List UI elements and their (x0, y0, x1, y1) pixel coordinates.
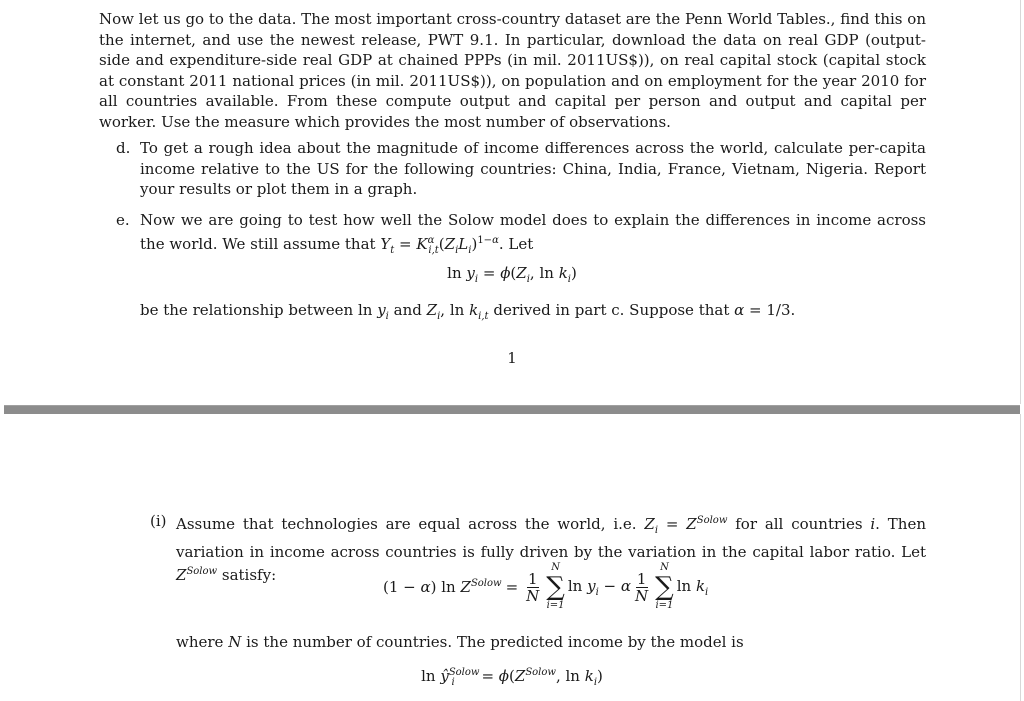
sum-symbol-2: N ∑ i=1 (655, 562, 674, 611)
fraction-1-over-n: $\frac{1}{N}$ (526, 569, 540, 605)
where-text: where N is the number of countries. The predicted income by the model is (176, 633, 744, 651)
solow-sup-5: Solow (525, 667, 556, 678)
document-page-2 (0, 414, 1024, 701)
item-d-text: To get a rough idea about the magnitude of income differences across the world, calculate per-capita income relative to the US for the following countries: China, India, France, Vietnam, Nigeria. Report your results or plot them in a graph. (140, 139, 926, 198)
alpha-value: 1/3. (766, 301, 796, 319)
solow-sup-1: Solow (696, 515, 728, 526)
item-e-sentence: Now we are going to test how well the Solow model does to explain the differences in income across the world. We still assume that (140, 211, 926, 253)
where-b: is the number of countries. The predicted income by the model is (246, 633, 744, 651)
solow-sup-3: Solow (470, 578, 502, 589)
page-edge (1020, 0, 1021, 404)
sum-symbol: N ∑ i=1 (546, 562, 565, 611)
item-e-continuation: be the relationship between $\ln y_i$ and $Z_i$, $\ln k_{i,t}$ derived in part c. Suppose that α = 1/3. (140, 301, 796, 322)
item-e-let: . Let (498, 234, 534, 253)
item-e-after-c: derived in part c. Suppose that (493, 301, 730, 319)
item-e-after-b: and (393, 301, 422, 319)
fraction-1-over-n-2: $\frac{1}{N}$ (635, 569, 649, 605)
page-edge-2 (1020, 414, 1021, 701)
item-i-c: . Then variation in income across countries is fully driven by the variation in the capital labor ratio. Let (176, 515, 926, 561)
equation-ln-y-phi: $\ln y_i = \phi(Z_i$, $\ln k_i$) (447, 264, 577, 285)
where-a: where (176, 633, 224, 651)
item-d-label: d. (116, 139, 131, 157)
item-i-d: satisfy: (221, 566, 277, 584)
solow-sup-2: Solow (186, 566, 218, 577)
page-number: 1 (507, 349, 517, 367)
item-e-label: e. (116, 211, 130, 229)
solow-sup-4: Solow (448, 667, 480, 678)
item-i-label: (i) (150, 512, 167, 530)
equation-predicted-income: $\ln ŷ^{Solow}_i = \phi(Z^{Solow}$, $\ln k_i$) (421, 667, 603, 688)
item-e-after-a: be the relationship between ln (140, 301, 373, 319)
item-i-b: for all countries (735, 515, 863, 533)
item-i-a: Assume that technologies are equal across the world, i.e. (176, 515, 637, 533)
item-i-text: Assume that technologies are equal across the world, i.e. $Z_i = Z^{Solow}$ for all countries i. Then variation in income across countries is fully driven by the variation in the capital labor ratio. Let $Z^{Solow}$ satisfy: (176, 515, 926, 584)
intro-paragraph: Now let us go to the data. The most important cross-country dataset are the Penn World Tables., find this on the internet, and use the newest release, PWT 9.1. In particular, download the data on real GDP (output-side and expenditure-side real GDP at chained PPPs (in mil. 2011US$)), on real capital stock (capital stock at constant 2011 national prices (in mil. 2011US$)), on population and on employment for the year 2010 for all countries available. From these compute output and capital per person and output and capital per worker. Use the measure which provides the most number of observations. (99, 10, 926, 131)
equation-z-solow: (1 − α) $\ln Z^{Solow}$ = $\frac{1}{N}$ N ∑ i=1 $\ln y_i - \alpha$ $\frac{1}{N}$ N ∑ i=1 $\ln k_i$ (383, 562, 709, 611)
item-e-text: Now we are going to test how well the Solow model does to explain the differences in income across the world. We still assume that $Y_t = K^\alpha_{i,t}(Z_iL_i)^{1-\alpha}$. Let (140, 211, 926, 256)
